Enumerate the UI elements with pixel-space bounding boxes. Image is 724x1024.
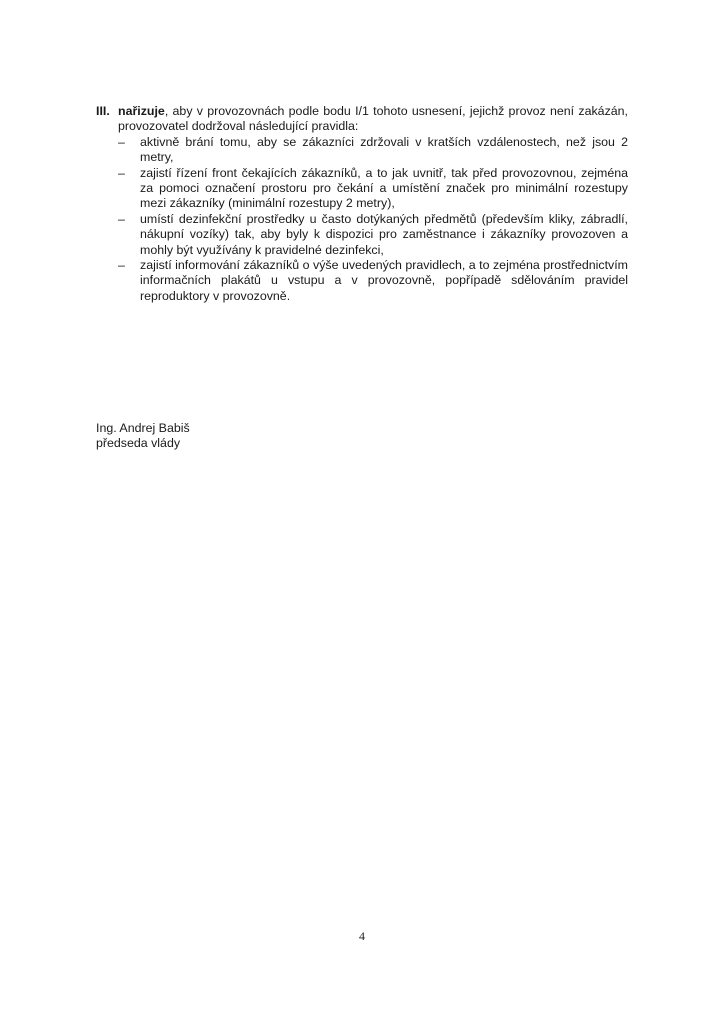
rule-text: umístí dezinfekční prostředky u často dotýkaných předmětů (především kliky, zábradlí, nákupní vozíky) tak, aby byly k dispozici pro zaměstnance i zákazníky provozoven a mohly být využívány k pravidelné dezinfekci, <box>140 211 628 257</box>
section-iii <box>96 104 628 304</box>
dash-bullet: – <box>118 258 125 273</box>
signatory-title: předseda vlády <box>96 436 181 450</box>
rule-text: zajistí informování zákazníků o výše uvedených pravidlech, a to zejména prostřednictvím informačních plakátů u vstupu a v provozovně, popřípadě sdělováním pravidel reproduktory v provozovně. <box>140 258 628 303</box>
section-heading <box>96 104 628 135</box>
signature-block <box>96 421 190 451</box>
list-item <box>96 212 628 258</box>
dash-bullet: – <box>118 211 125 226</box>
signatory-name: Ing. Andrej Babiš <box>96 421 190 435</box>
dash-bullet: – <box>118 165 125 180</box>
page-number: 4 <box>359 929 365 943</box>
rule-text: zajistí řízení front čekajících zákazníků, a to jak uvnitř, tak před provozovnou, zejména za pomoci označení prostoru pro čekání a umístění značek pro minimální rozestupy mezi zákazníky (minimální rozestupy 2 metry), <box>140 165 628 211</box>
section-number: III. <box>96 104 110 118</box>
section-keyword: nařizuje <box>118 104 165 118</box>
list-item <box>96 258 628 304</box>
dash-bullet: – <box>118 134 125 149</box>
list-item <box>96 166 628 212</box>
rules-list <box>96 135 628 304</box>
rule-text: aktivně brání tomu, aby se zákazníci zdržovali v kratších vzdálenostech, než jsou 2 metry, <box>140 134 628 165</box>
section-intro <box>118 104 628 135</box>
list-item <box>96 135 628 166</box>
section-intro-text: , aby v provozovnách podle bodu I/1 tohoto usnesení, jejichž provoz není zakázán, provozovatel dodržoval následující pravidla: <box>118 104 628 134</box>
